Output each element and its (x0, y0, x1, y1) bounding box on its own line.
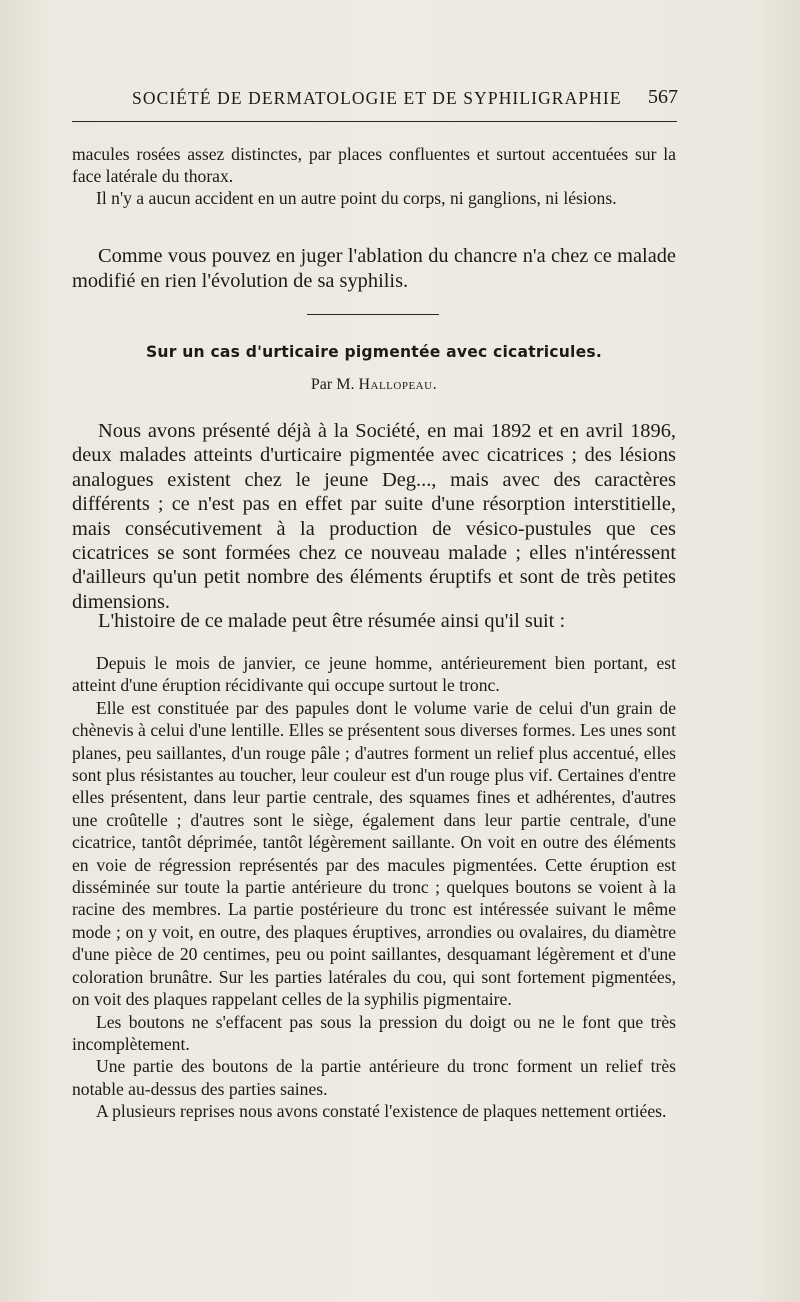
header-rule (72, 121, 677, 122)
case-paragraph: A plusieurs reprises nous avons constaté l'existence de plaques nettement ortiées. (96, 1101, 667, 1122)
paragraph-conclusion: Comme vous pouvez en juger l'ablation du chancre n'a chez ce malade modifié en rien l'évolution de sa syphilis. (72, 245, 676, 292)
page-header (132, 86, 678, 112)
paragraph-macules: macules rosées assez distinctes, par places confluentes et surtout accentuées sur la face latérale du thorax. (72, 144, 676, 186)
article-byline (72, 376, 676, 394)
author-name: Hallopeau. (358, 376, 438, 393)
case-paragraph: Elle est constituée par des papules dont le volume varie de celui d'un grain de chènevis à celui d'une lentille. Elles se présentent sous diverses formes. Les unes sont planes, peu saillantes, d'un rouge pâle ; d'autres forment un relief plus accentué, elles sont plus résistantes au toucher, leur couleur est d'un rouge plus vif. Certaines d'entre elles présentent, dans leur partie centrale, des squames fines et adhérentes, d'autres une croûtelle ; d'autres sont le siège, également dans leur partie centrale, d'une cicatrice, tantôt déprimée, tantôt légèrement saillante. On voit en outre des éléments en voie de régression représentés par des macules pigmentées. Cette éruption est disséminée sur toute la partie antérieure du tronc ; quelques boutons se voient à la racine des membres. La partie postérieure du tronc est intéressée suivant le même mode ; on y voit, en outre, des plaques éruptives, arrondies ou ovalaires, du diamètre d'une pièce de 20 centimes, peu ou point saillantes, desquamant légèrement et d'une coloration brunâtre. Sur les parties latérales du cou, qui sont fortement pigmentées, on voit des plaques rappelant celles de la syphilis pigmentaire. (72, 697, 676, 1010)
paragraph-no-accident: Il n'y a aucun accident en un autre point du corps, ni ganglions, ni lésions. (96, 188, 617, 208)
page-number: 567 (648, 86, 678, 108)
byline-prefix: Par M. (310, 376, 355, 393)
case-paragraph: Les boutons ne s'effacent pas sous la pression du doigt ou ne le font que très incomplètement. (72, 1011, 676, 1054)
paragraph-history-intro: L'histoire de ce malade peut être résumée ainsi qu'il suit : (98, 610, 566, 632)
case-paragraph: Une partie des boutons de la partie antérieure du tronc forment un relief très notable au-dessus des parties saines. (72, 1056, 676, 1099)
running-head: SOCIÉTÉ DE DERMATOLOGIE ET DE SYPHILIGRAPHIE (132, 88, 622, 108)
section-divider (307, 314, 439, 315)
case-description (72, 652, 676, 1123)
paragraph-intro: Nous avons présenté déjà à la Société, en mai 1892 et en avril 1896, deux malades atteints d'urticaire pigmentée avec cicatrices ; des lésions analogues existent chez le jeune Deg..., mais avec des caractères différents ; ce n'est pas en effet par suite d'une résorption interstitielle, mais consécutivement à la production de vésico-pustules que ces cicatrices se sont formées chez ce nouveau malade ; elles n'intéressent d'ailleurs qu'un petit nombre des éléments éruptifs et sont de très petites dimensions. (72, 420, 676, 613)
article-title: Sur un cas d'urticaire pigmentée avec cicatricules. (146, 343, 602, 361)
case-paragraph: Depuis le mois de janvier, ce jeune homme, antérieurement bien portant, est atteint d'une éruption récidivante qui occupe surtout le tronc. (72, 653, 676, 696)
